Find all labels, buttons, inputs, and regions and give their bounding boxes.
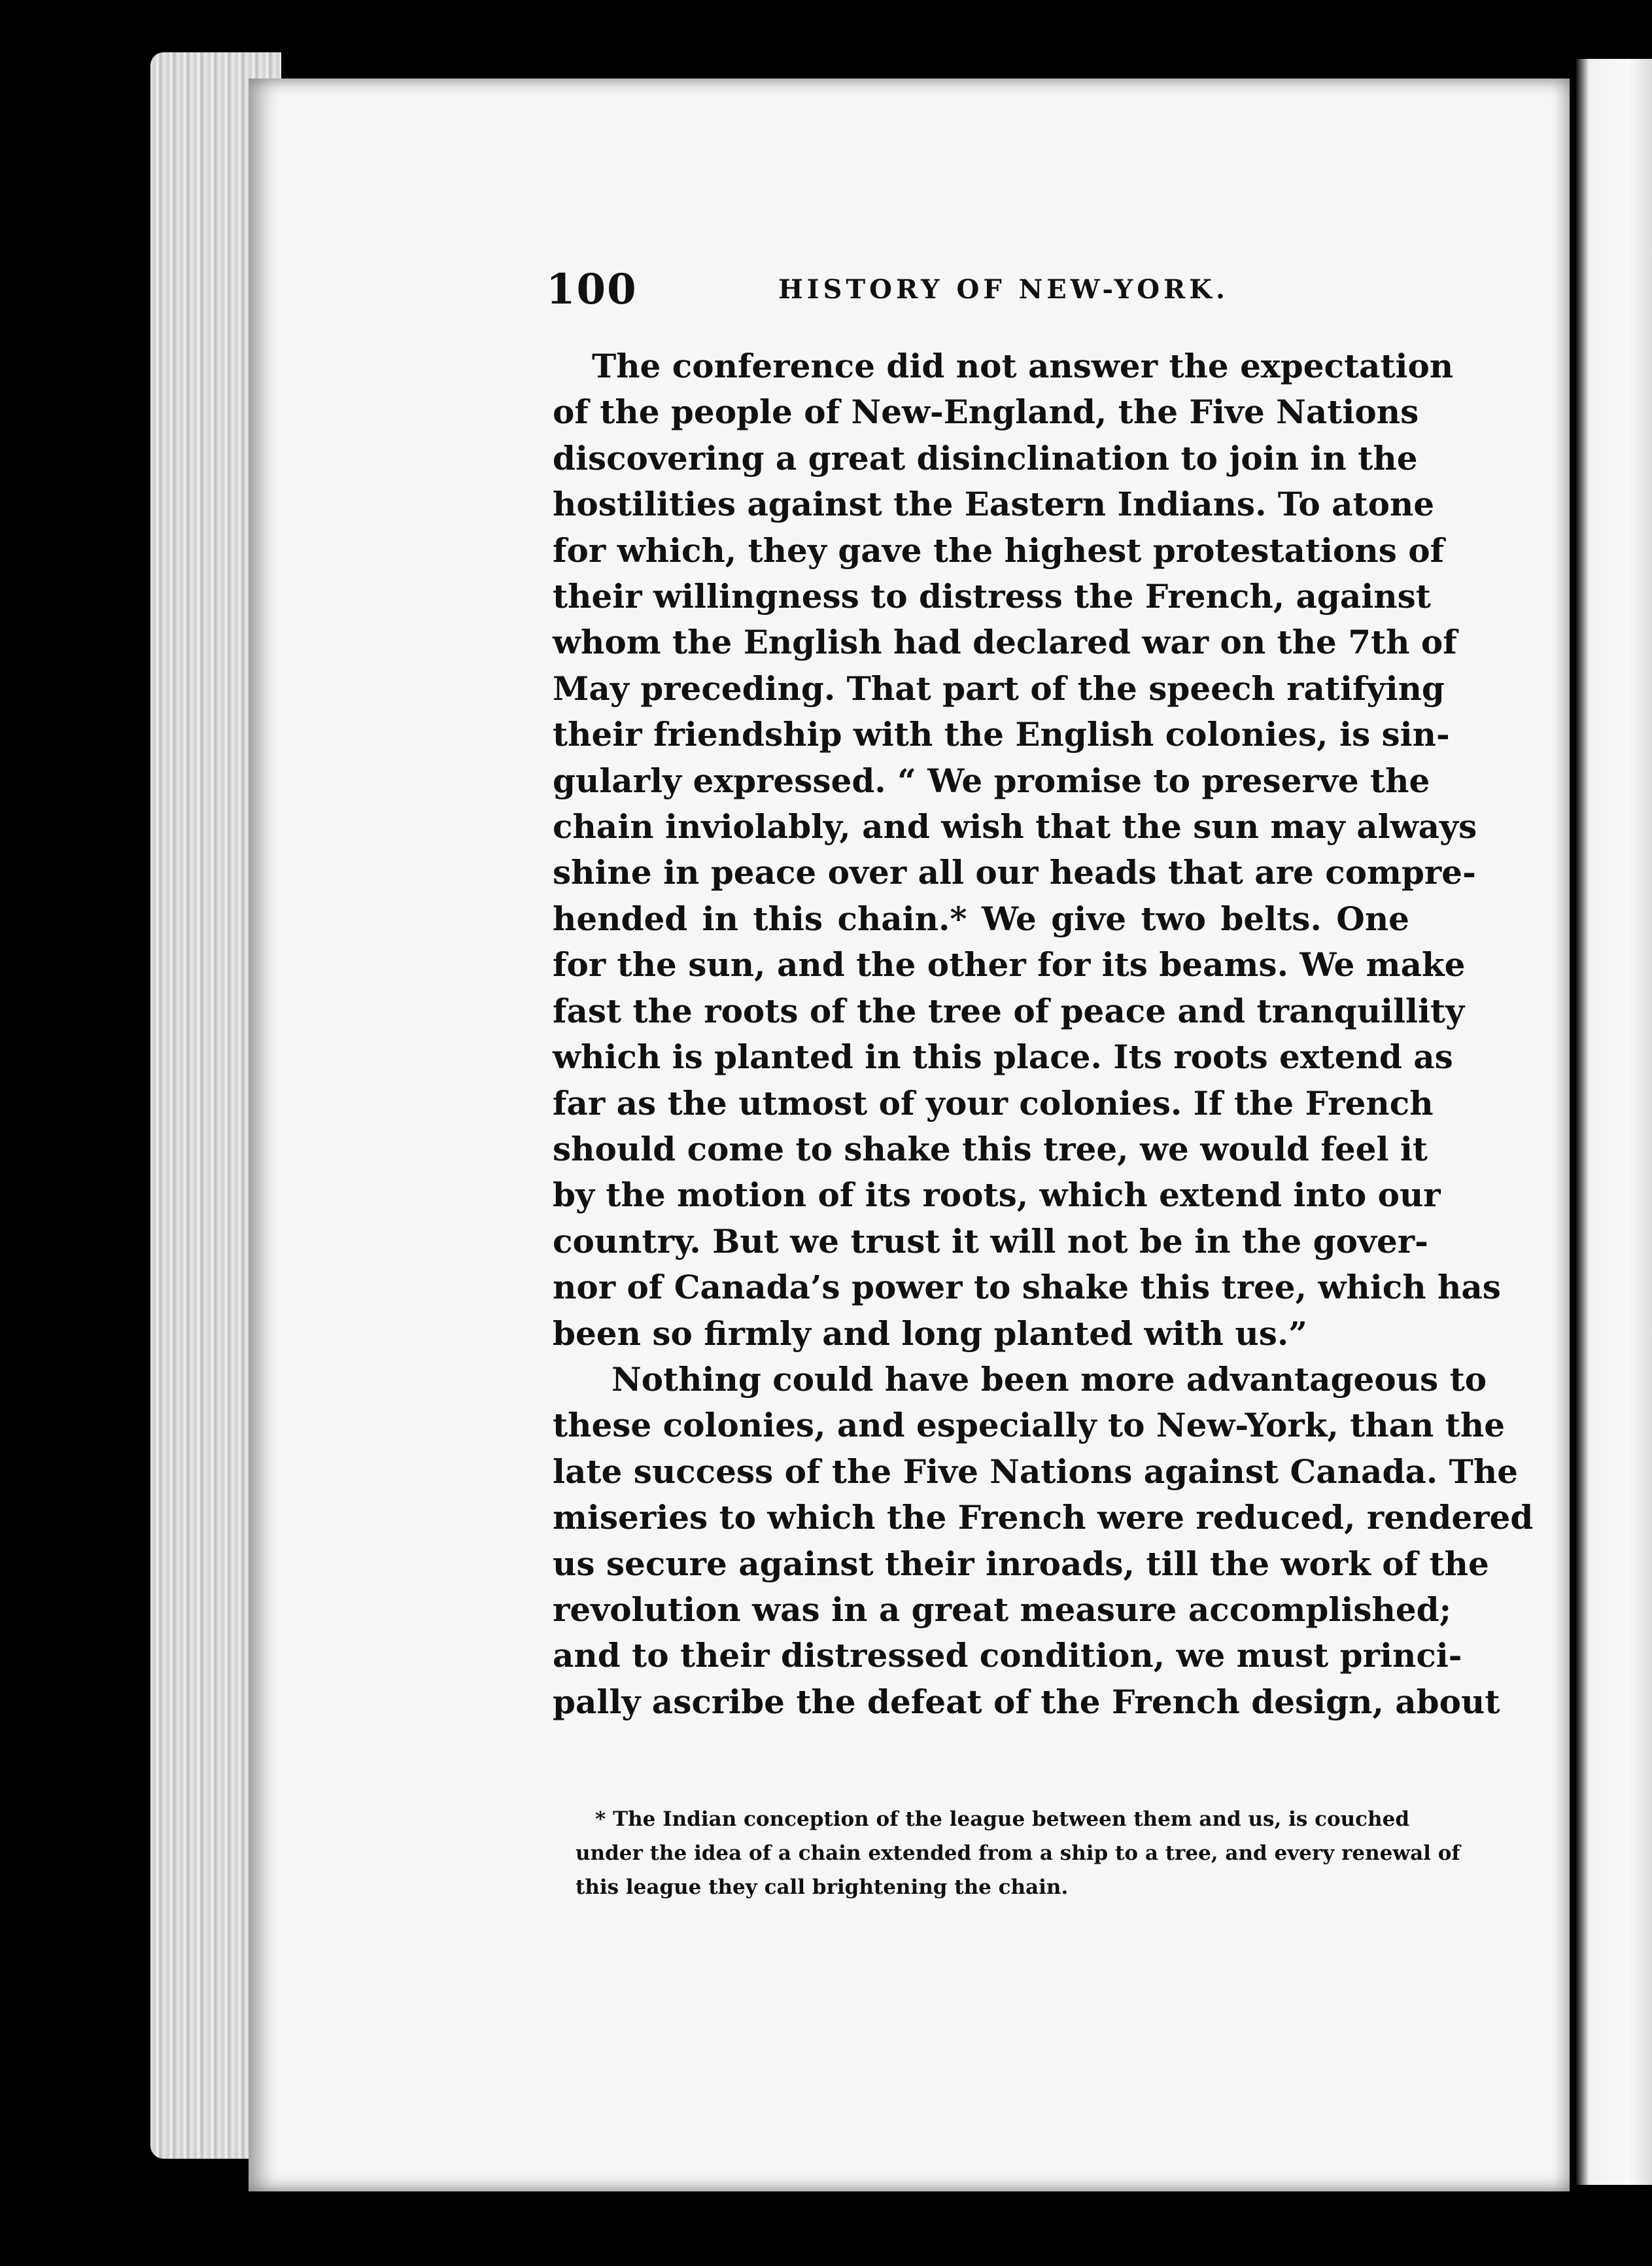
page-header bbox=[546, 265, 1396, 324]
body-line: discovering a great disinclination to join in the bbox=[553, 438, 1418, 478]
body-line: for the sun, and the other for its beams. We make bbox=[553, 945, 1466, 985]
body-line: miseries to which the French were reduced, rendered bbox=[553, 1498, 1534, 1537]
body-line: revolution was in a great measure accomplished; bbox=[553, 1590, 1452, 1629]
body-line: May preceding. That part of the speech ratifying bbox=[553, 669, 1445, 708]
body-line: their friendship with the English colonies, is sin- bbox=[553, 715, 1450, 754]
body-line: country. But we trust it will not be in the gover- bbox=[553, 1221, 1428, 1261]
body-line: their willingness to distress the French, against bbox=[553, 577, 1431, 616]
page-number: 100 bbox=[546, 265, 638, 314]
body-line: for which, they gave the highest protestations of bbox=[553, 531, 1445, 570]
body-line: The conference did not answer the expectation bbox=[592, 347, 1454, 385]
body-line: us secure against their inroads, till the work of the bbox=[553, 1544, 1489, 1583]
footnote bbox=[576, 1802, 1460, 1904]
body-line: chain inviolably, and wish that the sun may always bbox=[553, 807, 1477, 846]
body-line: hostilities against the Eastern Indians. To atone bbox=[553, 485, 1435, 524]
body-line: should come to shake this tree, we would feel it bbox=[553, 1129, 1428, 1168]
body-line: far as the utmost of your colonies. If the French bbox=[553, 1083, 1434, 1123]
body-line: whom the English had declared war on the 7th of bbox=[553, 623, 1457, 662]
footnote-line: * The Indian conception of the league between them and us, is couched bbox=[595, 1807, 1409, 1831]
footnote-line: under the idea of a chain extended from a ship to a tree, and every renewal of bbox=[576, 1841, 1460, 1865]
body-line: gularly expressed. “ We promise to preserve the bbox=[553, 761, 1430, 800]
body-line: shine in peace over all our heads that are compre- bbox=[553, 853, 1476, 892]
body-text bbox=[553, 343, 1534, 1725]
body-line: pally ascribe the defeat of the French design, about bbox=[553, 1682, 1500, 1721]
body-line: Nothing could have been more advantageous to bbox=[611, 1359, 1487, 1399]
body-line: late success of the Five Nations against Canada. The bbox=[553, 1452, 1519, 1491]
body-line: fast the roots of the tree of peace and tranquillity bbox=[553, 991, 1465, 1030]
facing-page-edge bbox=[1576, 59, 1652, 2185]
body-line: these colonies, and especially to New-York, than the bbox=[553, 1406, 1506, 1445]
body-line: nor of Canada’s power to shake this tree, which has bbox=[553, 1268, 1501, 1307]
running-head: HISTORY OF NEW-YORK. bbox=[778, 274, 1229, 305]
body-line: hended in this chain.* We give two belts. One bbox=[553, 899, 1409, 938]
body-line: of the people of New-England, the Five Nations bbox=[553, 392, 1419, 432]
body-line: been so firmly and long planted with us.” bbox=[553, 1314, 1308, 1353]
body-line: which is planted in this place. Its roots extend as bbox=[553, 1037, 1453, 1077]
footnote-line: this league they call brightening the chain. bbox=[576, 1875, 1069, 1899]
body-line: and to their distressed condition, we must princi- bbox=[553, 1636, 1462, 1675]
body-line: by the motion of its roots, which extend into our bbox=[553, 1176, 1441, 1215]
